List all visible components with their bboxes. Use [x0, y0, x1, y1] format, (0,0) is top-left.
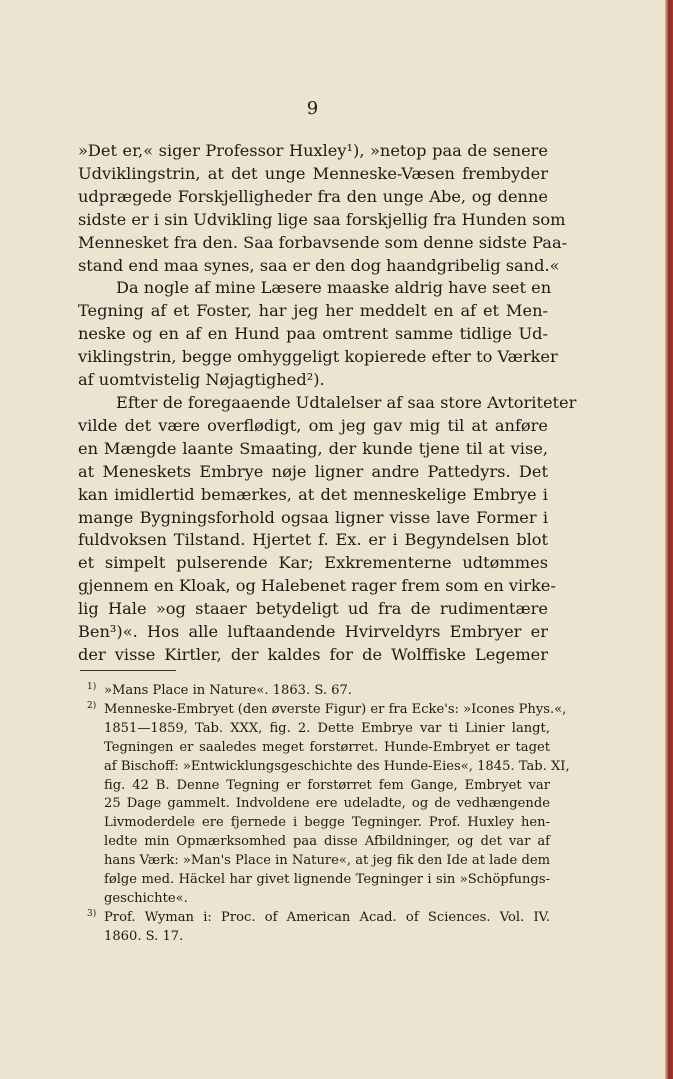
text-line: Udviklingstrin, at det unge Menneske-Væsen frembyder [78, 163, 548, 183]
text-line: vilde det være overflødigt, om jeg gav mig til at anføre [78, 415, 548, 435]
footnote-line: geschichte«. [104, 890, 188, 906]
text-line: Efter de foregaaende Udtalelser af saa store Avtoriteter [116, 392, 577, 412]
text-line: lig Hale »og staaer betydeligt ud fra de rudimentære [78, 599, 548, 619]
footnote-line: ledte min Opmærksomhed paa disse Afbildninger, og det var af [104, 834, 550, 850]
footnote-2 [82, 700, 570, 909]
text-line: kan imidlertid bemærkes, at det menneskelige Embrye i [78, 484, 548, 504]
footnote-mark: 1) [87, 682, 97, 692]
text-line: viklingstrin, begge omhyggeligt kopierede efter to Værker [78, 347, 558, 367]
text-line: Ben³)«. Hos alle luftaandende Hvirveldyrs Embryer er [78, 622, 548, 642]
book-spine-edge [665, 0, 673, 1079]
text-line: mange Bygningsforhold ogsaa ligner visse lave Former i [78, 507, 548, 527]
text-line: gjennem en Kloak, og Halebenet rager frem som en virke- [78, 576, 556, 596]
footnote-line: af Bischoff: »Entwicklungsgeschichte des Hunde-Eies«, 1845. Tab. XI, [104, 758, 570, 774]
footnote-1 [82, 682, 550, 701]
footnote-line: »Mans Place in Nature«. 1863. S. 67. [104, 683, 352, 698]
footnote-mark: 3) [87, 908, 97, 919]
footnote-3 [82, 909, 550, 947]
text-line: en Mængde laante Smaating, der kunde tjene til at vise, [78, 438, 548, 458]
footnotes [82, 682, 570, 947]
footnote-mark: 2) [87, 700, 97, 711]
footnote-line: 1860. S. 17. [104, 928, 184, 944]
text-line: at Meneskets Embrye nøje ligner andre Pattedyrs. Det [78, 461, 548, 481]
text-line: et simpelt pulserende Kar; Exkrementerne udtømmes [78, 553, 548, 573]
text-line: udprægede Forskjelligheder fra den unge Abe, og denne [78, 186, 548, 206]
text-line: Da nogle af mine Læsere maaske aldrig have seet en [116, 278, 552, 298]
footnote-line: Livmoderdele ere fjernede i begge Tegninger. Prof. Huxley hen- [104, 815, 550, 831]
footnote-line: Prof. Wyman i: Proc. of American Acad. of Sciences. Vol. IV. [104, 909, 550, 925]
page-number: 9 [306, 98, 319, 119]
footnote-line: 25 Dage gammelt. Indvoldene ere udeladte, og de vedhængende [104, 796, 550, 812]
text-line: Mennesket fra den. Saa forbavsende som denne sidste Paa- [78, 232, 568, 252]
text-line: »Det er,« siger Professor Huxley¹), »netop paa de senere [78, 141, 548, 160]
footnote-line: hans Værk: »Man's Place in Nature«, at jeg fik den Ide at lade dem [104, 853, 550, 869]
text-line: af uomtvistelig Nøjagtighed²). [78, 370, 325, 390]
text-line: Tegning af et Foster, har jeg her meddelt en af et Men- [78, 301, 548, 321]
footnote-line: 1851—1859, Tab. XXX, fig. 2. Dette Embrye var ti Linier langt, [104, 720, 550, 736]
text-line: stand end maa synes, saa er den dog haandgribelig sand.« [78, 255, 560, 275]
body-text [78, 140, 577, 667]
footnote-line: Tegningen er saaledes meget forstørret. Hunde-Embryet er taget [104, 739, 550, 755]
footnote-line: følge med. Häckel har givet lignende Tegninger i sin »Schöpfungs- [104, 872, 550, 888]
text-line: sidste er i sin Udvikling lige saa forskjellig fra Hunden som [78, 209, 566, 229]
footnote-divider [80, 670, 176, 671]
text-line: der visse Kirtler, der kaldes for de Wolffiske Legemer [78, 644, 548, 664]
text-line: fuldvoksen Tilstand. Hjertet f. Ex. er i Begyndelsen blot [78, 530, 548, 550]
footnote-line: fig. 42 B. Denne Tegning er forstørret fem Gange, Embryet var [104, 777, 550, 793]
text-line: neske og en af en Hund paa omtrent samme tidlige Ud- [78, 324, 548, 344]
footnote-line: Menneske-Embryet (den øverste Figur) er fra Ecke's: »Icones Phys.«, [104, 701, 567, 717]
